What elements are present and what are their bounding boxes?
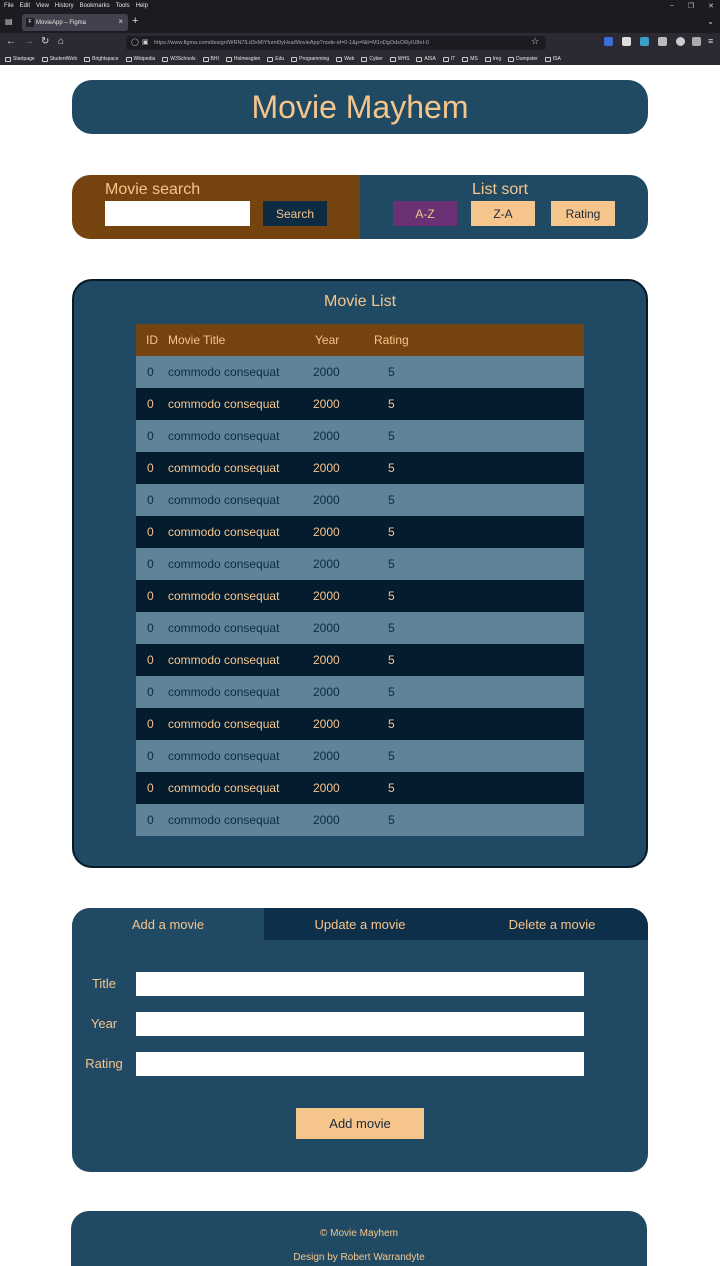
cell-title: commodo consequat [168, 685, 280, 699]
cell-rating: 5 [388, 813, 395, 827]
bookmark-star-icon[interactable]: ☆ [531, 36, 540, 46]
cell-id: 0 [147, 813, 154, 827]
cell-year: 2000 [313, 365, 340, 379]
cell-rating: 5 [388, 557, 395, 571]
app-title: Movie Mayhem [251, 88, 469, 125]
cell-title: commodo consequat [168, 525, 280, 539]
table-row[interactable] [136, 676, 584, 708]
table-row[interactable] [136, 516, 584, 548]
bookmark-studentweb[interactable]: StudentWeb [42, 56, 77, 62]
year-field-row [72, 1012, 648, 1036]
account-icon[interactable] [676, 37, 685, 46]
hamburger-menu-icon[interactable]: ≡ [708, 36, 714, 46]
url-bar[interactable] [126, 36, 546, 50]
folder-icon [361, 57, 367, 62]
cell-id: 0 [147, 461, 154, 475]
forward-icon[interactable]: → [24, 36, 34, 47]
cell-title: commodo consequat [168, 717, 280, 731]
cell-title: commodo consequat [168, 429, 280, 443]
bookmark-folder-edu[interactable]: Edu [267, 56, 284, 62]
menu-history[interactable]: History [54, 2, 74, 9]
cell-id: 0 [147, 781, 154, 795]
bookmark-folder-programming[interactable]: Programming [291, 56, 329, 62]
cell-title: commodo consequat [168, 365, 280, 379]
cell-title: commodo consequat [168, 653, 280, 667]
reload-icon[interactable]: ↻ [41, 36, 50, 47]
cell-rating: 5 [388, 429, 395, 443]
browser-tab-movieapp[interactable] [22, 14, 128, 31]
bitwarden-icon[interactable] [604, 37, 613, 46]
form-tabs [72, 908, 648, 940]
cell-year: 2000 [313, 621, 340, 635]
cell-title: commodo consequat [168, 557, 280, 571]
cell-year: 2000 [313, 589, 340, 603]
new-tab-icon[interactable]: + [132, 15, 139, 27]
table-row[interactable] [136, 548, 584, 580]
table-row[interactable] [136, 708, 584, 740]
shield-icon: ◯ [131, 39, 139, 46]
bookmarks-bar [0, 53, 720, 65]
restore-icon[interactable]: ❐ [687, 2, 695, 10]
cell-rating: 5 [388, 749, 395, 763]
table-row[interactable] [136, 740, 584, 772]
cell-title: commodo consequat [168, 749, 280, 763]
bookmark-folder-cyber[interactable]: Cyber [361, 56, 382, 62]
bookmark-folder-bhi[interactable]: BHI [203, 56, 219, 62]
cell-rating: 5 [388, 589, 395, 603]
cell-id: 0 [147, 493, 154, 507]
cell-year: 2000 [313, 397, 340, 411]
cell-year: 2000 [313, 461, 340, 475]
cell-year: 2000 [313, 429, 340, 443]
page-footer [71, 1211, 647, 1266]
cell-id: 0 [147, 429, 154, 443]
home-icon[interactable]: ⌂ [58, 36, 65, 47]
title-field[interactable] [136, 972, 584, 996]
browser-tab-title: MovieApp – Figma [36, 19, 87, 26]
folder-icon [267, 57, 273, 62]
movie-table [136, 324, 584, 836]
cell-rating: 5 [388, 781, 395, 795]
title-field-label: Title [91, 976, 117, 991]
folder-icon [390, 57, 396, 62]
cell-rating: 5 [388, 397, 395, 411]
menu-edit[interactable]: Edit [19, 2, 31, 9]
folder-icon [443, 57, 449, 62]
cell-title: commodo consequat [168, 813, 280, 827]
cell-title: commodo consequat [168, 493, 280, 507]
bookmark-startpage[interactable]: Startpage [5, 56, 35, 62]
cell-id: 0 [147, 749, 154, 763]
cell-id: 0 [147, 365, 154, 379]
bookmark-w3schools[interactable]: W3Schools [162, 56, 195, 62]
cell-rating: 5 [388, 461, 395, 475]
cell-id: 0 [147, 589, 154, 603]
minimize-icon[interactable]: – [669, 2, 674, 9]
bookmark-icon [162, 57, 168, 62]
cell-id: 0 [147, 525, 154, 539]
cell-year: 2000 [313, 685, 340, 699]
table-row[interactable] [136, 612, 584, 644]
table-header-row [136, 324, 584, 356]
search-extension-icon[interactable] [622, 37, 631, 46]
extensions-icon[interactable] [692, 37, 701, 46]
tab-add-movie[interactable]: Add a movie [72, 908, 264, 940]
bookmark-wikipedia[interactable]: Wikipedia [126, 56, 156, 62]
list-sort-section [360, 175, 648, 239]
back-icon[interactable]: ← [6, 36, 16, 47]
folder-icon [508, 57, 514, 62]
list-sort-title: List sort [472, 181, 529, 198]
cell-year: 2000 [313, 717, 340, 731]
bookmark-folder-aisa[interactable]: AISA [416, 56, 435, 62]
year-field-label: Year [90, 1016, 118, 1031]
bookmark-icon [84, 57, 90, 62]
bookmark-isa[interactable]: ISA [545, 56, 561, 62]
movie-search-title: Movie search [105, 181, 201, 198]
menu-view[interactable]: View [36, 2, 49, 9]
cell-title: commodo consequat [168, 621, 280, 635]
window-controls [670, 0, 714, 11]
folder-icon [226, 57, 232, 62]
tab-list-icon[interactable]: ▤ [5, 17, 13, 26]
menu-tools[interactable]: Tools [115, 2, 130, 9]
folder-icon [416, 57, 422, 62]
browser-navbar [0, 33, 720, 53]
cell-title: commodo consequat [168, 781, 280, 795]
search-button[interactable]: Search [263, 201, 327, 226]
table-row[interactable] [136, 356, 584, 388]
cell-id: 0 [147, 653, 154, 667]
movie-form-panel [72, 908, 648, 1172]
table-row[interactable] [136, 644, 584, 676]
year-field[interactable] [136, 1012, 584, 1036]
table-row[interactable] [136, 804, 584, 836]
cell-id: 0 [147, 621, 154, 635]
column-header-title: Movie Title [168, 333, 226, 347]
tab-update-movie[interactable]: Update a movie [264, 908, 456, 940]
folder-icon [485, 57, 491, 62]
cell-year: 2000 [313, 653, 340, 667]
cell-title: commodo consequat [168, 589, 280, 603]
cell-year: 2000 [313, 493, 340, 507]
bookmark-folder-dumpster[interactable]: Dumpster [508, 56, 538, 62]
controls-bar [72, 175, 648, 239]
app-header [72, 80, 648, 134]
cell-id: 0 [147, 685, 154, 699]
table-row[interactable] [136, 580, 584, 612]
lock-icon: ▣ [142, 39, 149, 46]
footer-copyright: © Movie Mayhem [320, 1228, 398, 1239]
cell-title: commodo consequat [168, 397, 280, 411]
sort-za-button[interactable]: Z-A [471, 201, 535, 226]
menu-bookmarks[interactable]: Bookmarks [79, 2, 110, 9]
menu-file[interactable]: File [4, 2, 14, 9]
bookmark-folder-holmesglen[interactable]: Holmesglen [226, 56, 260, 62]
column-header-year: Year [315, 333, 340, 347]
cell-rating: 5 [388, 621, 395, 635]
table-row[interactable] [136, 452, 584, 484]
table-row[interactable] [136, 420, 584, 452]
movie-list-panel [72, 279, 648, 868]
cell-title: commodo consequat [168, 461, 280, 475]
bookmark-folder-img[interactable]: Img [485, 56, 501, 62]
bookmark-folder-ms[interactable]: MS [462, 56, 478, 62]
bookmark-icon [126, 57, 132, 62]
url-text: https://www.figma.com/design/WRN7lLd3xMIYfumt0yHsa/MovieApp?node-id=0-1&p=f&t=M1nDgOdsORyIU8nI-0 [154, 40, 429, 46]
tab-delete-movie[interactable]: Delete a movie [456, 908, 648, 940]
title-field-row [72, 972, 648, 996]
bookmark-icon [42, 57, 48, 62]
bookmark-folder-whs[interactable]: WHS [390, 56, 410, 62]
cell-year: 2000 [313, 813, 340, 827]
bookmark-brightspace[interactable]: Brightspace [84, 56, 118, 62]
cell-year: 2000 [313, 557, 340, 571]
cell-id: 0 [147, 557, 154, 571]
cell-rating: 5 [388, 685, 395, 699]
column-header-rating: Rating [374, 333, 409, 347]
table-row[interactable] [136, 484, 584, 516]
cell-id: 0 [147, 717, 154, 731]
browser-tabbar [0, 11, 720, 33]
cell-rating: 5 [388, 717, 395, 731]
movie-list-title: Movie List [323, 293, 397, 310]
table-row[interactable] [136, 388, 584, 420]
bookmark-icon [545, 57, 551, 62]
browser-menubar [0, 0, 720, 11]
table-row[interactable] [136, 772, 584, 804]
bookmark-folder-web[interactable]: Web [336, 56, 354, 62]
rating-field-label: Rating [85, 1056, 123, 1071]
cell-year: 2000 [313, 525, 340, 539]
cell-rating: 5 [388, 525, 395, 539]
cell-year: 2000 [313, 749, 340, 763]
close-window-icon[interactable]: ✕ [708, 2, 714, 10]
bookmark-folder-it[interactable]: IT [443, 56, 455, 62]
menu-help[interactable]: Help [135, 2, 148, 9]
rating-field[interactable] [136, 1052, 584, 1076]
footer-credit: Design by Robert Warrandyte [293, 1252, 425, 1263]
search-input[interactable] [105, 201, 250, 226]
sort-az-button[interactable]: A-Z [393, 201, 457, 226]
cell-rating: 5 [388, 365, 395, 379]
folder-icon [291, 57, 297, 62]
sort-rating-button[interactable]: Rating [551, 201, 615, 226]
cell-id: 0 [147, 397, 154, 411]
download-icon[interactable] [640, 37, 649, 46]
cell-rating: 5 [388, 493, 395, 507]
folder-icon [462, 57, 468, 62]
cell-year: 2000 [313, 781, 340, 795]
close-tab-icon[interactable]: × [118, 17, 123, 26]
column-header-id: ID [146, 333, 158, 347]
bookmark-icon [5, 57, 11, 62]
pocket-icon[interactable] [658, 37, 667, 46]
folder-icon [203, 57, 209, 62]
figma-favicon-icon: F [26, 18, 34, 27]
movie-search-section [72, 175, 360, 239]
folder-icon [336, 57, 342, 62]
add-movie-button[interactable]: Add movie [296, 1108, 424, 1139]
chevron-down-icon[interactable]: ⌄ [707, 17, 714, 26]
rating-field-row [72, 1052, 648, 1076]
table-body [136, 356, 584, 836]
cell-rating: 5 [388, 653, 395, 667]
